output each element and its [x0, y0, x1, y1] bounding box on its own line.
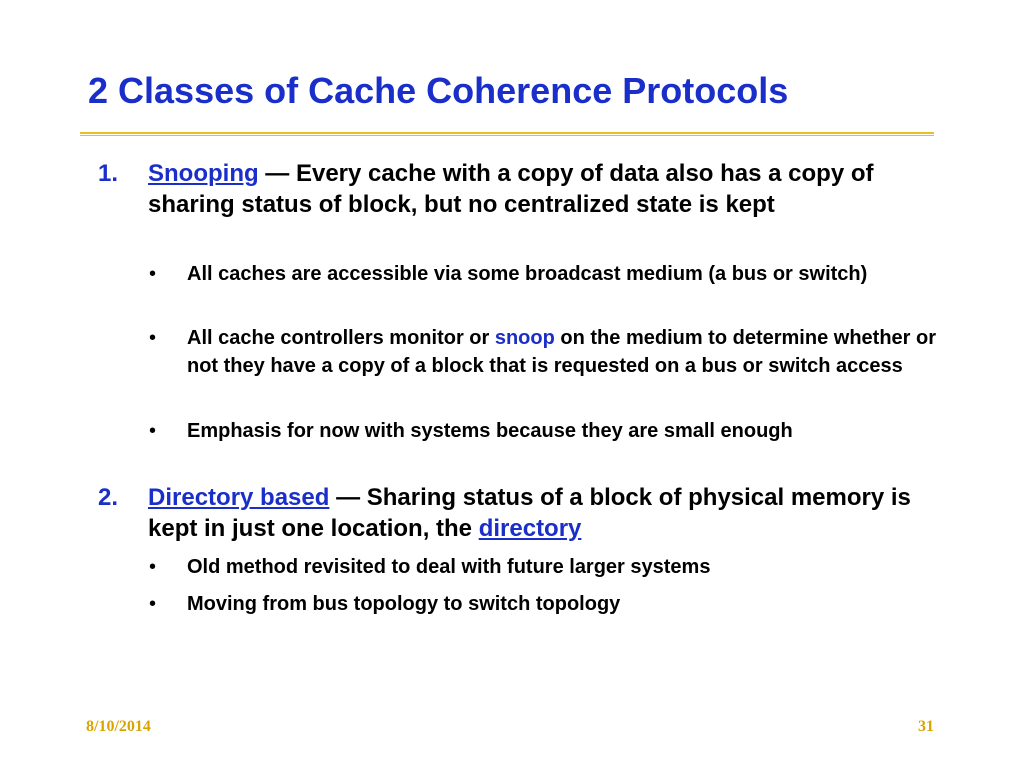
- bullet-text: Moving from bus topology to switch topology: [187, 593, 621, 615]
- term-directory-link[interactable]: directory: [478, 515, 582, 542]
- bullet-text: Emphasis for now with systems because they are small enough: [187, 420, 793, 442]
- item-number: 2.: [98, 484, 119, 511]
- bullet-item: [149, 553, 937, 581]
- footer-date: 8/10/2014: [86, 718, 151, 735]
- bullet-icon: •: [149, 327, 157, 349]
- page-number: 31: [918, 718, 934, 735]
- numbered-item-directory: [98, 482, 928, 544]
- bullet-item: [149, 590, 937, 618]
- bullet-text: Old method revisited to deal with future larger systems: [187, 556, 711, 578]
- bullet-item: [149, 260, 937, 288]
- numbered-item-snooping: [98, 158, 928, 220]
- term-directory-based-link[interactable]: Directory based: [148, 484, 330, 511]
- item-number: 1.: [98, 160, 119, 187]
- term-snooping-link[interactable]: Snooping: [148, 160, 259, 187]
- snoop-highlight: snoop: [494, 327, 555, 349]
- slide-title: 2 Classes of Cache Coherence Protocols: [88, 70, 789, 111]
- bullet-text-after: on the medium to determine whether or not they have a copy of a block that is requested on a bus or switch access: [187, 327, 936, 377]
- bullet-text-before: All cache controllers monitor or: [187, 327, 495, 349]
- bullet-icon: •: [149, 556, 157, 578]
- bullet-item: [149, 324, 937, 380]
- bullet-icon: •: [149, 593, 157, 615]
- item-text: — Sharing status of a block of physical memory is kept in just one location, the: [148, 484, 911, 542]
- bullet-item: [149, 417, 937, 445]
- item-text: — Every cache with a copy of data also has a copy of sharing status of block, but no centralized state is kept: [148, 160, 874, 218]
- bullet-icon: •: [149, 263, 157, 285]
- bullet-icon: •: [149, 420, 157, 442]
- bullet-text: All caches are accessible via some broadcast medium (a bus or switch): [187, 263, 868, 285]
